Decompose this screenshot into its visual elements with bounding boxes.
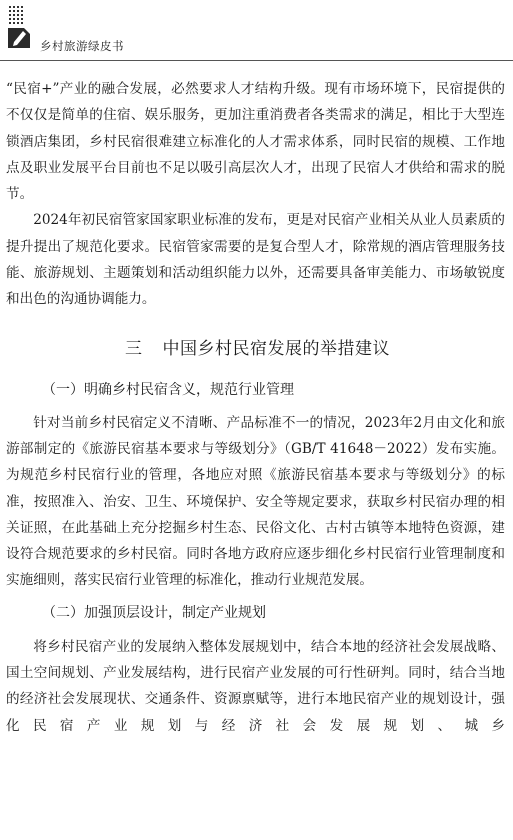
section-heading bbox=[6, 334, 505, 359]
paragraph-top-level-design: 将乡村民宿产业的发展纳入整体发展规划中，结合本地的经济社会发展战略、国土空间规划、产业发展结构，进行民宿产业发展的可行性研判。同时，结合当地的经济社会发展现状、交通条件、资源禀赋等，进行本地民宿产业的规划设计，强化民宿产业规划与经济社会发展规划、城乡 bbox=[6, 638, 505, 734]
section-title: 中国乡村民宿发展的举措建议 bbox=[162, 338, 390, 359]
paragraph-housekeeper-standard: 2024年初民宿管家国家职业标准的发布，更是对民宿产业相关从业人员素质的提升提出了规范化要求。民宿管家需要的是复合型人才，除常规的酒店管理服务技能、旅游规划、主题策划和活动组织能力以外，还需要具备审美能力、市场敏锐度和出色的沟通协调能力。 bbox=[6, 212, 505, 308]
book-pen-logo-icon bbox=[8, 6, 32, 48]
section-number: 三 bbox=[125, 338, 143, 359]
book-title: 乡村旅游绿皮书 bbox=[40, 39, 124, 53]
paragraph-define-homestay: 针对当前乡村民宿定义不清晰、产品标准不一的情况，2023年2月由文化和旅游部制定的《旅游民宿基本要求与等级划分》（GB/T 41648－2022）发布实施。为规范乡村民宿行业的管理，各地应对照《旅游民宿基本要求与等级划分》的标准，按照准入、治安、卫生、环境保护、安全等规定要求，获取乡村民宿办理的相关证照，在此基础上充分挖掘乡村生态、民俗文化、古村古镇等本地特色资源，建设符合规范要求的乡村民宿。同时各地方政府应逐步细化乡村民宿行业管理制度和实施细则，落实民宿行业管理的标准化，推动行业规范发展。 bbox=[6, 414, 505, 589]
page-body bbox=[6, 76, 505, 739]
page-header bbox=[0, 0, 513, 62]
header-divider bbox=[0, 60, 513, 61]
subsection-heading-1: （一）明确乡村民宿含义，规范行业管理 bbox=[42, 381, 294, 398]
subsection-heading-2: （二）加强顶层设计，制定产业规划 bbox=[42, 604, 266, 621]
paragraph-talent-structure: “民宿+”产业的融合发展，必然要求人才结构升级。现有市场环境下，民宿提供的不仅仅是简单的住宿、娱乐服务，更加注重消费者各类需求的满足，相比于大型连锁酒店集团，乡村民宿很难建立标准化的人才需求体系，同时民宿的规模、工作地点及职业发展平台目前也不足以吸引高层次人才，出现了民宿人才供给和需求的脱节。 bbox=[6, 81, 505, 203]
